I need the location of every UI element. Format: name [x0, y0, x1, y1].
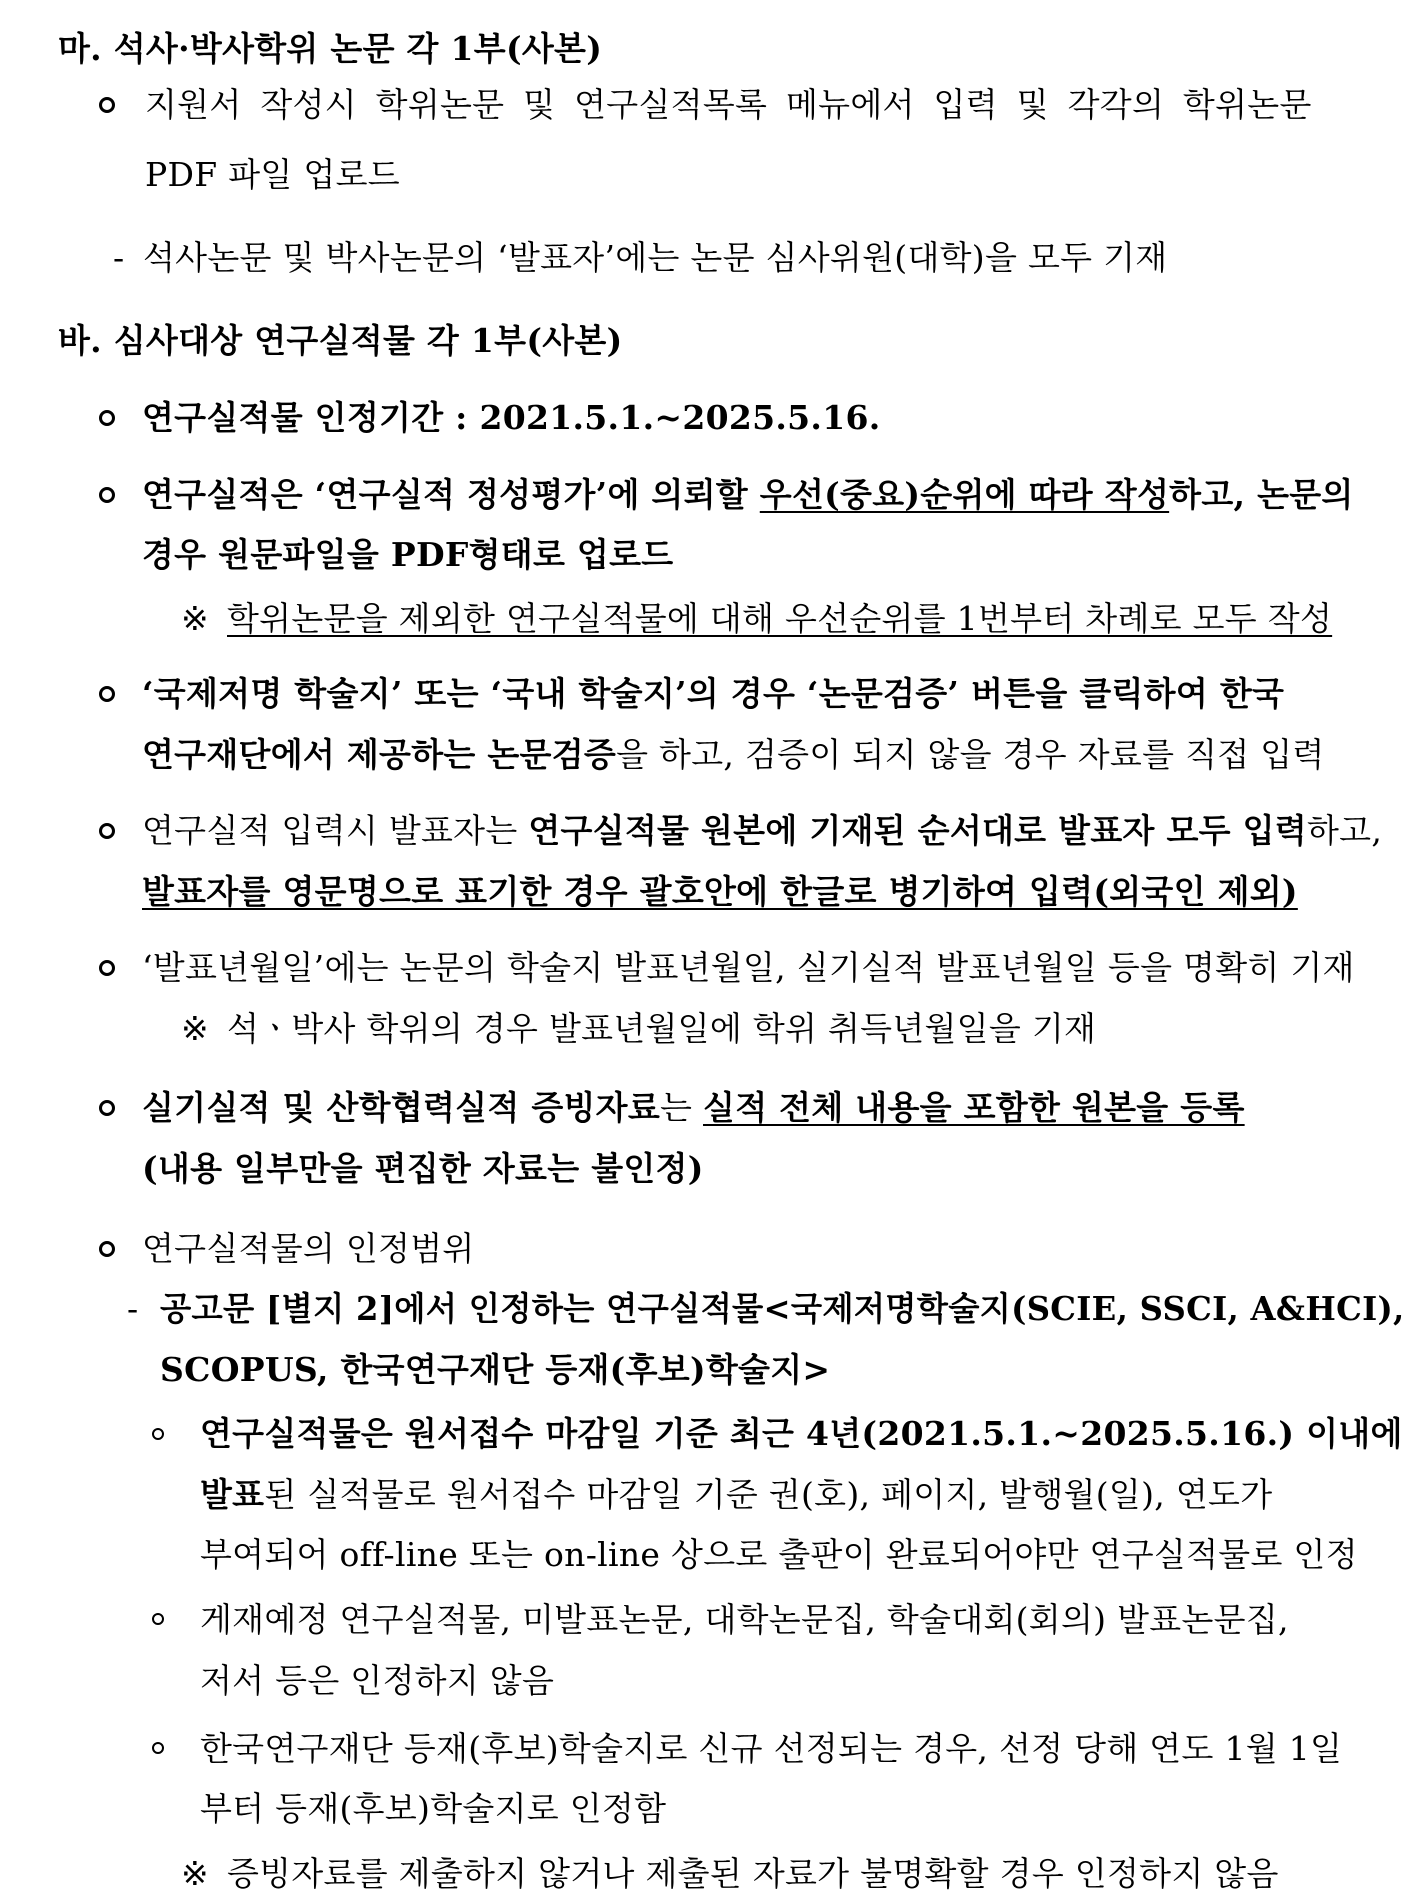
ba-order-note: 학위논문을 제외한 연구실적물에 대해 우선순위를 1번부터 차례로 모두 작성 — [227, 599, 1333, 638]
ba-author-part-a: 연구실적 입력시 발표자는 — [142, 811, 529, 850]
ba-verify-part-a: 연구재단에서 제공하는 논문검증 — [142, 735, 617, 774]
section-ma-heading: 마. 석사·박사학위 논문 각 1부(사본) — [58, 29, 603, 68]
ba-author-line1 — [142, 807, 1382, 855]
ba-date-line: ‘발표년월일’에는 논문의 학술지 발표년월일, 실기실적 발표년월일 등을 명확히 기재 — [142, 948, 1355, 987]
bullet-circle-icon — [99, 487, 115, 503]
ba-evidence-line2: (내용 일부만을 편집한 자료는 불인정) — [142, 1149, 704, 1188]
note-marker: ※ — [181, 599, 209, 638]
ba-order-part-b: 우선(중요)순위에 따라 작성 — [759, 475, 1170, 514]
bullet-circle-icon — [99, 823, 115, 839]
ba-author-part-c: 하고, — [1306, 811, 1383, 850]
ba-criteria3-line1: 한국연구재단 등재(후보)학술지로 신규 선정되는 경우, 선정 당해 연도 1월 1일 — [200, 1729, 1343, 1768]
ba-verify-line1: ‘국제저명 학술지’ 또는 ‘국내 학술지’의 경우 ‘논문검증’ 버튼을 클릭하여 한국 — [142, 674, 1285, 713]
ma-sub1: 석사논문 및 박사논문의 ‘발표자’에는 논문 심사위원(대학)을 모두 기재 — [143, 238, 1168, 277]
ba-author-part-b: 연구실적물 원본에 기재된 순서대로 발표자 모두 입력 — [528, 811, 1307, 850]
ba-order-line1 — [142, 471, 1354, 519]
bullet-circle-icon — [99, 1241, 115, 1257]
ba-criteria2-line2: 저서 등은 인정하지 않음 — [200, 1661, 555, 1700]
bullet-circle-icon — [99, 410, 115, 426]
dash-marker: - — [113, 238, 125, 277]
ma-item1-line2: PDF 파일 업로드 — [145, 155, 400, 194]
ba-criteria3-line2: 부터 등재(후보)학술지로 인정함 — [200, 1789, 667, 1828]
section-ba-heading: 바. 심사대상 연구실적물 각 1부(사본) — [58, 321, 623, 360]
note-marker: ※ — [181, 1009, 209, 1048]
bullet-circle-icon — [99, 686, 115, 702]
ba-order-line2: 경우 원문파일을 PDF형태로 업로드 — [142, 535, 674, 574]
ba-final-note: 증빙자료를 제출하지 않거나 제출된 자료가 불명확할 경우 인정하지 않음 — [227, 1854, 1279, 1893]
bullet-ring-icon — [152, 1613, 164, 1625]
ba-evidence-part-b: 는 — [660, 1088, 704, 1127]
ba-scope-heading: 연구실적물의 인정범위 — [142, 1229, 475, 1268]
ba-order-part-a: 연구실적은 ‘연구실적 정성평가’에 의뢰할 — [142, 475, 760, 514]
ba-date-note: 석ㆍ박사 학위의 경우 발표년월일에 학위 취득년월일을 기재 — [227, 1009, 1097, 1048]
bullet-circle-icon — [99, 97, 115, 113]
ba-criteria1-part-b: 된 실적물로 원서접수 마감일 기준 권(호), 페이지, 발행월(일), 연도가 — [264, 1475, 1273, 1514]
ba-scope-sub-line2: SCOPUS, 한국연구재단 등재(후보)학술지> — [160, 1350, 831, 1389]
ba-evidence-part-a: 실기실적 및 산학협력실적 증빙자료 — [142, 1088, 661, 1127]
ba-verify-line2 — [142, 731, 1325, 779]
ba-verify-part-b: 을 하고, 검증이 되지 않을 경우 자료를 직접 입력 — [616, 735, 1325, 774]
ba-criteria1-line2 — [200, 1471, 1272, 1519]
ba-criteria1-part-a: 발표 — [200, 1475, 265, 1514]
ba-scope-sub-line1: 공고문 [별지 2]에서 인정하는 연구실적물<국제저명학술지(SCIE, SSCI, A&HCI), — [160, 1289, 1405, 1328]
bullet-ring-icon — [152, 1742, 164, 1754]
ma-item1-line1: 지원서 작성시 학위논문 및 연구실적목록 메뉴에서 입력 및 각각의 학위논문 — [145, 85, 1312, 124]
ba-criteria1-line3: 부여되어 off-line 또는 on-line 상으로 출판이 완료되어야만 연구실적물로 인정 — [200, 1535, 1358, 1574]
bullet-circle-icon — [99, 960, 115, 976]
ba-evidence-part-c: 실적 전체 내용을 포함한 원본을 등록 — [703, 1088, 1245, 1127]
ba-author-line2: 발표자를 영문명으로 표기한 경우 괄호안에 한글로 병기하여 입력(외국인 제외) — [142, 872, 1298, 911]
ba-order-part-c: 하고, 논문의 — [1169, 475, 1354, 514]
bullet-circle-icon — [99, 1100, 115, 1116]
note-marker: ※ — [181, 1854, 209, 1893]
ba-evidence-line1 — [142, 1084, 1245, 1132]
ba-criteria2-line1: 게재예정 연구실적물, 미발표논문, 대학논문집, 학술대회(회의) 발표논문집, — [200, 1600, 1289, 1639]
dash-marker: - — [127, 1289, 139, 1328]
ba-period: 연구실적물 인정기간 : 2021.5.1.~2025.5.16. — [142, 398, 881, 437]
ba-criteria1-line1: 연구실적물은 원서접수 마감일 기준 최근 4년(2021.5.1.~2025.5.16.) 이내에 — [200, 1414, 1403, 1453]
bullet-ring-icon — [152, 1428, 164, 1440]
